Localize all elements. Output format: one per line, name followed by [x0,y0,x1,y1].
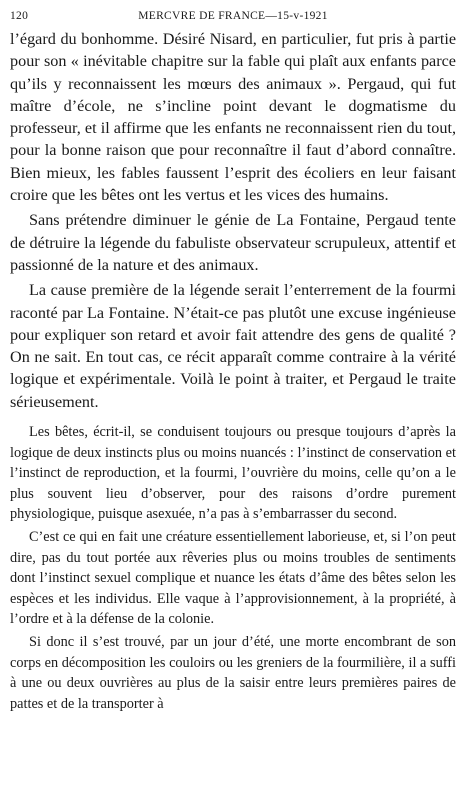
paragraph-continuation: l’égard du bonhomme. Désiré Nisard, en particulier, fut pris à partie pour son « inévitable chapitre sur la fable qui plaît aux enfants parce qu’ils y reconnaissent les mœurs des animaux ». Pergaud, qui fut maître d’école, ne s’incline point devant le dogmatisme du professeur, et il affirme que les enfants ne reconnaissent rien du tout, pour la bonne raison que pour reconnaître il faut d’abord connaître. Bien mieux, les fables faussent l’esprit des écoliers en leur faisant croire que les bêtes ont les vertus et les vices des humains. [10,30,456,205]
paragraph: La cause première de la légende serait l’enterrement de la fourmi raconté par La Fontaine. N’était-ce pas plutôt une excuse ingénieuse pour expliquer son retard et avoir fait attendre des gens de qualité ? On ne sait. En tout cas, ce récit apparaît comme contraire à la vérité logique et expérimentale. Voilà le point à traiter, et Pergaud le traite sérieusement. [10,281,456,411]
body-text [10,28,456,413]
page-number: 120 [10,10,29,22]
paragraph: Sans prétendre diminuer le génie de La Fontaine, Pergaud tente de détruire la légende du fabuliste observateur scrupuleux, attentif et passionné de la nature et des animaux. [10,211,456,274]
quotation-block [10,422,456,714]
quote-paragraph: Les bêtes, écrit-il, se conduisent toujours ou presque toujours d’après la logique de deux instincts plus ou moins nuancés : l’instinct de conservation et l’instinct de reproduction, et la fourmi, l’ouvrière du moins, celle qu’on a le plus souvent lieu d’observer, pour des raisons d’ordre purement physiologique, puisque asexuée, n’a pas à s’embarrasser du second. [10,424,456,523]
quote-paragraph: C’est ce qui en fait une créature essentiellement laborieuse, et, si l’on peut dire, pas du tout portée aux rêveries plus ou moins troubles de sentiments dont l’instinct sexuel complique et nuance les états d’âme des bêtes selon les espèces et les individus. Elle vaque à l’approvisionnement, à la propriété, à l’ordre et à la défense de la colonie. [10,529,456,628]
book-page [10,8,456,794]
quote-paragraph: Si donc il s’est trouvé, par un jour d’été, une morte encombrant de son corps en décomposition les couloirs ou les greniers de la fourmilière, il a suffi à une ou deux ouvrières au plus de la saisir entre leurs premières paires de pattes et de la transporter à [10,633,456,712]
page-header [10,8,456,28]
running-title: MERCVRE DE FRANCE—15-v-1921 [138,10,328,22]
